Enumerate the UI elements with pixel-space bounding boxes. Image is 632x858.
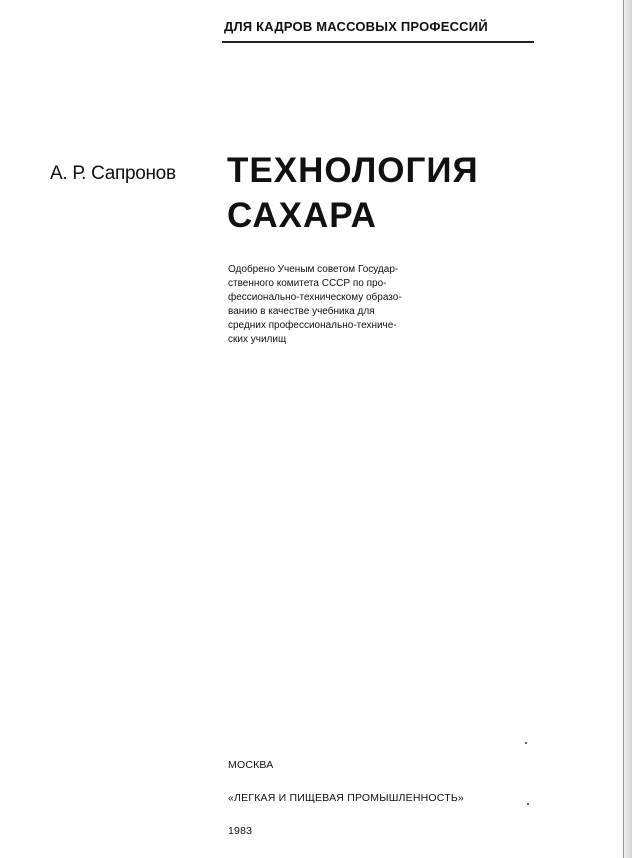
scan-speck — [527, 803, 529, 805]
book-title-text: ТЕХНОЛОГИЯ САХАРА — [227, 151, 479, 235]
publisher-name: «ЛЕГКАЯ И ПИЩЕВАЯ ПРОМЫШЛЕННОСТЬ» — [228, 791, 464, 804]
page-edge-line — [623, 0, 624, 858]
series-underline — [222, 41, 534, 43]
author-name: А. Р. Сапронов — [50, 163, 176, 184]
page-edge-shadow — [620, 0, 632, 858]
book-title — [227, 148, 479, 238]
series-heading: ДЛЯ КАДРОВ МАССОВЫХ ПРОФЕССИЙ — [224, 19, 488, 34]
publisher-city: МОСКВА — [228, 758, 274, 771]
approval-note: Одобрено Ученым советом Государ- ственного комитета СССР по про- фессионально-техническому образо- ванию в качестве учебника для средних профессионально-техниче- ских училищ — [228, 264, 402, 345]
scan-speck — [525, 742, 527, 744]
publisher-block — [228, 740, 464, 856]
publication-year: 1983 — [228, 824, 253, 837]
